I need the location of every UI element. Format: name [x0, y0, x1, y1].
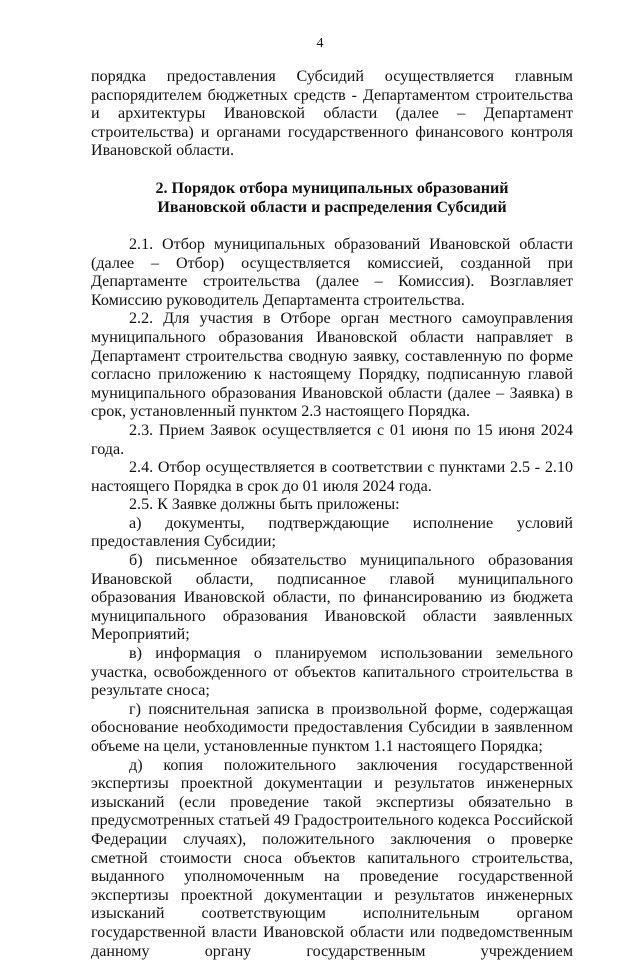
list-item-a: а) документы, подтверждающие исполнение условий предоставления Субсидии; — [91, 514, 573, 551]
list-item-d: д) копия положительного заключения государственной экспертизы проектной документации и результатов инженерных изысканий (если проведение такой экспертизы обязательно в предусмотренных статьей 49 Градостроительного кодекса Российской Федерации случаях), положительного заключения о проверке сметной стоимости сноса объектов капитального строительства, выданного уполномоченным на проведение государственной экспертизы проектной документации и результатов инженерных изысканий соответствующим исполнительным органом государственной власти Ивановской области или подведомственным данному органу государственным учреждением — [91, 756, 573, 960]
paragraph-2-5: 2.5. К Заявке должны быть приложены: — [129, 496, 400, 514]
list-item-g: г) пояснительная записка в произвольной форме, содержащая обоснование необходимости предоставления Субсидии в заявленном объеме на цели, установленные пунктом 1.1 настоящего Порядка; — [91, 700, 573, 755]
list-item-v: в) информация о планируемом использовании земельного участка, освобожденного от объектов капитального строительства в результате сноса; — [91, 645, 573, 700]
section-heading-line-1: 2. Порядок отбора муниципальных образований — [155, 179, 509, 197]
paragraph-2-2: 2.2. Для участия в Отборе орган местного самоуправления муниципального образования Ивановской области направляет в Департамент строительства сводную заявку, составленную по форме согласно приложению к настоящему Порядку, подписанную главой муниципального образования Ивановской области (далее – Заявка) в срок, установленный пунктом 2.3 настоящего Порядка. — [91, 310, 573, 421]
section-heading — [91, 179, 573, 218]
paragraph-2-3: 2.3. Прием Заявок осуществляется с 01 июня по 15 июня 2024 года. — [91, 421, 573, 458]
paragraph-2-4: 2.4. Отбор осуществляется в соответствии с пунктами 2.5 - 2.10 настоящего Порядка в срок до 01 июля 2024 года. — [91, 459, 573, 495]
page-number: 4 — [316, 36, 324, 51]
list-item-b: б) письменное обязательство муниципального образования Ивановской области, подписанное главой муниципального образования Ивановской области, по финансированию из бюджета муниципального образования Ивановской области заявленных Мероприятий; — [91, 552, 573, 644]
document-body — [91, 68, 573, 961]
intro-paragraph: порядка предоставления Субсидий осуществляется главным распорядителем бюджетных средств - Департаментом строительства и архитектуры Ивановской области (далее – Департамент строительства) и органами государственного финансового контроля Ивановской области. — [91, 68, 573, 160]
section-heading-line-2: Ивановской области и распределения Субсидий — [157, 199, 507, 217]
paragraph-2-1: 2.1. Отбор муниципальных образований Ивановской области (далее – Отбор) осуществляется комиссией, созданной при Департаменте строительства (далее – Комиссия). Возглавляет Комиссию руководитель Департамента строительства. — [91, 235, 573, 309]
